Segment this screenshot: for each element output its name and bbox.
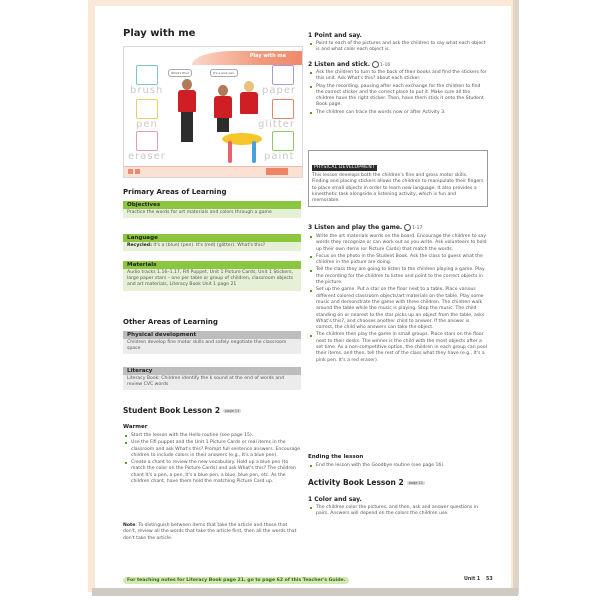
activity-2-title: 2 Listen and stick. [308, 61, 371, 68]
color-and-say-list [308, 505, 488, 519]
list-item: The children can trace the words now or after Activity 3. [316, 110, 488, 116]
audio-cd-icon [404, 224, 411, 231]
language-phrase: It's a (blue) (pen). It's (red) (glitter). What's this? [151, 243, 266, 248]
ending-list [308, 463, 488, 470]
list-item: Create a chant to review the new vocabulary. Hold up a blue pen (to match the color on the Picture Cards) and ask What's this? The children chant It's a pen, a pen, It's a blue pen, a blue, blue pen, etc. As the children chant, have them hold the matching Picture Card up. [131, 460, 303, 485]
language-text [123, 242, 301, 251]
materials-box [123, 261, 301, 291]
page-number: 53 [486, 577, 493, 582]
word-paint: paint [264, 151, 295, 162]
warmer-list [123, 433, 303, 486]
word-paper: paper [262, 85, 297, 96]
child-figure [240, 81, 258, 114]
child-figure [214, 85, 232, 132]
page-shadow-bottom [92, 588, 518, 596]
unit-label: Unit 1 [464, 577, 481, 582]
audio-cd-icon [372, 61, 379, 68]
pen-icon [136, 99, 158, 119]
physical-development-callout-text: This lesson develops both the children's fine and gross motor skills. Finding and placing stickers allows the children to manipulate their fingers to place small objects in order to learn new language. It also provides a kinesthetic task alongside a listening activity, which is fun and memorable. [312, 173, 484, 204]
activity-book-heading [308, 478, 425, 487]
word-brush: brush [130, 85, 164, 96]
audio-track: 1-17 [412, 226, 423, 231]
footer-nav [266, 168, 288, 175]
list-item: Point to each of the pictures and ask the children to say what each object is and what color each object is. [316, 41, 488, 54]
list-item: Ask the children to turn to the back of their books and find the stickers for this unit. Ask What's this? about each sticker. [316, 70, 487, 82]
physical-development-title: Physical development [123, 331, 301, 339]
other-areas-heading: Other Areas of Learning [123, 318, 218, 326]
picture-banner-text: Play with me [249, 53, 286, 59]
footer-square [135, 169, 140, 174]
list-item: Start the lesson with the Hello routine (see page 15). [131, 433, 303, 439]
activity-1-list [308, 41, 488, 55]
child-figure [178, 79, 196, 142]
note-label: Note [123, 523, 136, 528]
paint-icon [272, 131, 294, 151]
materials-title: Materials [123, 261, 301, 269]
picture-footer [124, 166, 302, 177]
page-badge: page 11 [408, 481, 423, 485]
literacy-box [123, 367, 301, 390]
activity-2-heading [308, 61, 390, 68]
note-paragraph [123, 523, 301, 542]
list-item: Set up the game. Put a star on the floor next to a table. Place various different colored classroom objects/art materials on the table. Play some music and demonstrate the game with three children. The children walk around the table while the music is playing. Stop the music. The child standing on or nearest to the star picks up an object from the table, asks What's this?, and chooses another child to answer. If the answer is correct, the child who answers can take the object. [316, 287, 488, 331]
paper-icon [272, 65, 294, 85]
activity-3-heading [308, 224, 422, 231]
activity-3-list [308, 234, 488, 365]
speech-bubble: It's a pink pen. [210, 69, 238, 77]
student-book-thumbnail [123, 46, 303, 178]
ending-heading: Ending the lesson [308, 454, 364, 460]
recycled-label: Recycled: [127, 243, 152, 248]
eraser-icon [136, 131, 158, 151]
activity-3-title: 3 Listen and play the game. [308, 224, 403, 231]
literacy-footer-note: For teaching notes for Literacy Book page 21, go to page 62 of this Teacher's Guide. [123, 577, 349, 584]
table-leg [228, 141, 232, 163]
objectives-title: Objectives [123, 201, 301, 209]
picture-banner [192, 51, 302, 65]
speech-bubble: What's this? [168, 69, 192, 77]
list-item: Play the recording, pausing after each exchange for the children to find the correct sticker and the correct place to put it. Make sure all the children have the right sticker. Then, have them stick it onto the Student Book page. [316, 84, 488, 109]
student-book-heading [123, 406, 241, 415]
physical-development-box [123, 331, 301, 354]
brush-icon [136, 65, 158, 85]
objectives-box [123, 201, 301, 218]
language-title: Language [123, 234, 301, 242]
table-leg [252, 141, 256, 163]
page-badge: page 11 [225, 409, 240, 413]
physical-development-callout [308, 150, 488, 207]
footer-square [128, 169, 133, 174]
student-book-heading-text: Student Book Lesson 2 [123, 406, 221, 415]
page-title: Play with me [123, 28, 196, 39]
activity-book-heading-text: Activity Book Lesson 2 [308, 478, 404, 487]
objectives-text: Practice the words for art materials and colors through a game [127, 210, 272, 215]
materials-text: Audio tracks 1.16–1.17, Fifi Puppet, Unit 1 Picture Cards, Unit 1 Stickers, large paper stars – one per table or group of children, classroom objects and art materials, Literacy Book Unit 1 page 21 [127, 270, 294, 288]
word-pen: pen [136, 119, 158, 130]
color-and-say-heading: 1 Color and say. [308, 496, 362, 503]
audio-track: 1-16 [380, 63, 391, 68]
list-item: Write the art materials words on the board. Encourage the children to say words they recognize or can work out as you write. Ask volunteers to hold up their own items (or Picture Cards) that match the words. [316, 234, 487, 252]
literacy-title: Literacy [123, 367, 301, 375]
list-item: Tell the class they are going to listen to the children playing a game. Play the recording for the children to listen and point to the correct objects in the picture. [316, 267, 488, 286]
word-glitter: glitter [258, 119, 296, 130]
note-text: : To distinguish between items that take the article and those that don't, review all the words that take the article first, then all the words that don't take the article. [123, 523, 297, 541]
word-eraser: eraser [128, 151, 166, 162]
warmer-heading: Warmer [123, 424, 148, 430]
list-item: End the lesson with the Goodbye routine (see page 16). [316, 463, 488, 469]
language-box [123, 234, 301, 251]
activity-1-heading: 1 Point and say. [308, 32, 362, 39]
glitter-icon [272, 99, 294, 119]
list-item: The children color the pictures, and then, ask and answer questions in pairs. Answers will depend on the colors the children use. [316, 505, 488, 518]
page-shadow [513, 0, 519, 594]
teacher-guide-page [95, 6, 511, 588]
list-item: Use the Fifi puppet and the Unit 1 Picture Cards or real items in the classroom and ask What's this? Prompt full sentence answers. Encourage children to include colors in their answers (e.g., It's a blue pen). [131, 440, 303, 459]
physical-development-text: Children develop fine motor skills and safely negotiate the classroom space [127, 340, 287, 352]
list-item: Focus on the photo in the Student Book. Ask the class to guess what the children in the picture are doing. [316, 254, 488, 267]
list-item: The children then play the game in small groups. Place stars on the floor next to their desks. The winner is the child with the most objects after a set time. As a non-competitive option, the children in each group can pool their items, and then, tell the rest of the class what they have (e.g., It's a pink pen. It's a red eraser). [316, 332, 487, 363]
literacy-text: Literacy Book: Children identify the k sound at the end of words and review CVC words [127, 376, 284, 388]
primary-areas-heading: Primary Areas of Learning [123, 188, 227, 196]
physical-development-tag: PHYSICAL DEVELOPMENT [314, 165, 375, 170]
activity-2-list [308, 70, 488, 117]
